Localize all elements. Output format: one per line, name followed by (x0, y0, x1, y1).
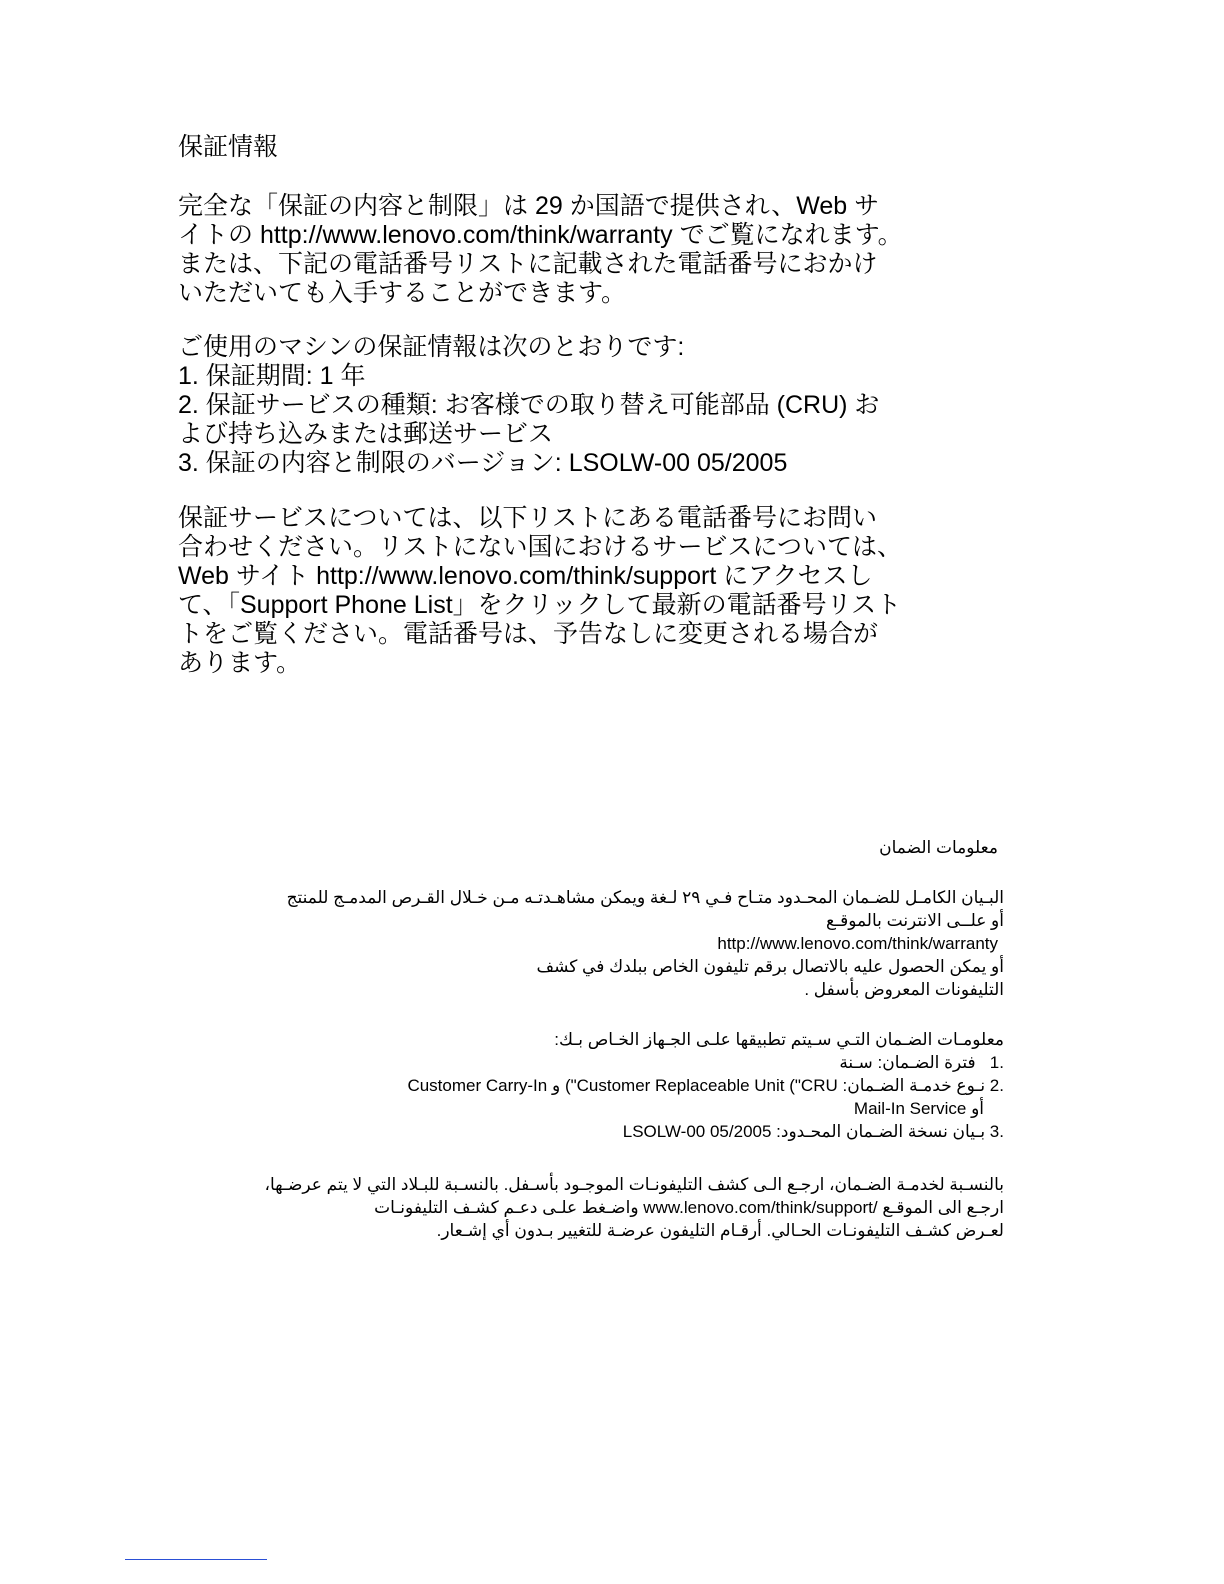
arabic-intro-line: أو علــى الانترنت بالموقـع (826, 911, 1004, 930)
arabic-item-2-carry: Customer Carry-In (407, 1076, 548, 1095)
arabic-item-2-mail: Mail-In Service (853, 1099, 967, 1118)
arabic-service-line: لعـرض كشـف التليفونـات الحـالي. أرقـام التليفون عرضـة للتغيير بـدون أي إشـعار. (436, 1221, 1004, 1240)
japanese-service-line: トをご覧ください。電話番号は、予告なしに変更される場合が (178, 620, 879, 648)
japanese-intro (178, 192, 938, 308)
arabic-item-2-text: نـوع خدمـة الضـمان: (842, 1076, 986, 1095)
footnote-divider (125, 1559, 267, 1560)
japanese-service-line: て、「Support Phone List」をクリックして最新の電話番号リスト (178, 591, 902, 619)
arabic-item-3-text: بـيان نسخة الضـمان المحـدود: (776, 1122, 986, 1141)
japanese-service-line: あります。 (178, 649, 302, 677)
japanese-service-line: 合わせください。リストにない国におけるサービスについては、 (178, 533, 903, 561)
arabic-item-2-or: أو (971, 1099, 984, 1118)
japanese-machine-line: 2. 保証サービスの種類: お客様での取り替え可能部品 (CRU) お (178, 391, 880, 419)
arabic-item-1-text: فترة الضـمان: سـنة (839, 1053, 976, 1072)
arabic-machine-intro: معلومـات الضـمان التـي سـيتم تطبيقها علـى الجـهاز الخـاص بـك: (554, 1030, 1004, 1049)
arabic-intro-line: أو يمكن الحصول عليه بالاتصال برقم تليفون الخاص ببلدك في كشف (536, 957, 1004, 976)
arabic-warranty-url: http://www.lenovo.com/think/warranty (717, 934, 998, 953)
arabic-title: معلومات الضمان (879, 838, 998, 857)
japanese-machine-line: ご使用のマシンの保証情報は次のとおりです: (178, 333, 685, 361)
arabic-item-3-label: .3 (989, 1122, 1004, 1141)
japanese-service-line: 保証サービスについては、以下リストにある電話番号にお問い (178, 504, 878, 532)
japanese-machine-line: 1. 保証期間: 1 年 (178, 362, 366, 390)
japanese-intro-line: いただいても入手することができます。 (178, 279, 627, 307)
japanese-intro-line: イトの http://www.lenovo.com/think/warranty でご覧になれます。 (178, 221, 903, 249)
japanese-title: 保証情報 (178, 133, 279, 161)
arabic-service-line: ارجـع الى الموقـع /www.lenovo.com/think/support واضـغط علـى دعـم كشـف التليفونـات (374, 1198, 1004, 1217)
arabic-item-2-conj: و (551, 1076, 561, 1095)
arabic-item-3-version: LSOLW-00 05/2005 (622, 1122, 772, 1141)
japanese-service-line: Web サイト http://www.lenovo.com/think/support にアクセスし (178, 562, 873, 590)
arabic-item-2-cru: ("Customer Replaceable Unit ("CRU (564, 1076, 838, 1095)
arabic-item-2 (407, 1074, 1004, 1097)
japanese-warranty-section (178, 133, 938, 162)
arabic-intro-line: البـيان الكامـل للضـمان المحـدود متـاح فـي ٢٩ لـغة ويمكن مشاهـدتـه مـن خـلال القـرص المدمـج للمنتج (286, 888, 1004, 907)
japanese-intro-line: または、下記の電話番号リストに記載された電話番号におかけ (178, 250, 878, 278)
arabic-item-1 (407, 1051, 1004, 1074)
arabic-item-1-label: .1 (989, 1053, 1004, 1072)
arabic-service-line: بالنسـبة لخدمـة الضـمان، ارجـع الـى كشف التليفونـات الموجـود بأسـفل. بالنسـبة للبـلاد التي لا يتم عرضـها، (264, 1175, 1004, 1194)
arabic-warranty-section (879, 836, 998, 859)
japanese-machine-info (178, 333, 938, 478)
arabic-item-2-label: .2 (989, 1076, 1004, 1095)
arabic-machine-info (407, 1028, 1004, 1143)
arabic-item-3 (407, 1120, 1004, 1143)
arabic-intro (287, 886, 1004, 1001)
japanese-service-info (178, 504, 938, 678)
arabic-item-2-cont (407, 1097, 1004, 1120)
arabic-service-info (264, 1173, 1004, 1242)
japanese-machine-line: 3. 保証の内容と制限のバージョン: LSOLW-00 05/2005 (178, 449, 788, 477)
arabic-intro-line: التليفونات المعروض بأسفل . (804, 980, 1004, 999)
japanese-machine-line: よび持ち込みまたは郵送サービス (178, 420, 554, 448)
japanese-intro-line: 完全な「保証の内容と制限」は 29 か国語で提供され、Web サ (178, 192, 880, 220)
